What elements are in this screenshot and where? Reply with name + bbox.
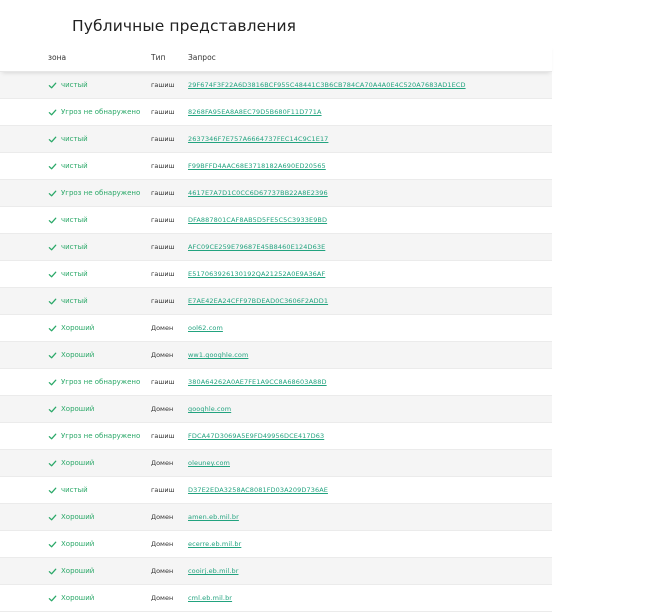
request-link[interactable]: ecerre.eb.mil.br — [188, 540, 242, 548]
zone-cell — [0, 162, 151, 171]
request-link[interactable]: 380A64262A0AE7FE1A9CC8A68603A88D — [188, 378, 327, 386]
zone-label: чистый — [61, 243, 88, 251]
request-cell — [188, 351, 552, 359]
request-cell — [188, 216, 552, 224]
table-row — [0, 315, 552, 342]
zone-label: чистый — [61, 81, 88, 89]
request-link[interactable]: cooirj.eb.mil.br — [188, 567, 239, 575]
table-row — [0, 180, 552, 207]
request-cell — [188, 432, 552, 440]
type-cell: гашиш — [151, 189, 175, 197]
table-row — [0, 261, 552, 288]
type-cell: гашиш — [151, 108, 175, 116]
zone-cell — [0, 567, 151, 576]
check-icon — [48, 324, 57, 333]
check-icon — [48, 567, 57, 576]
request-link[interactable]: E7AE42EA24CFF97BDEAD0C3606F2ADD1 — [188, 297, 329, 305]
zone-cell — [0, 243, 151, 252]
type-cell: гашиш — [151, 243, 175, 251]
request-link[interactable]: 8268FA95EA8A8EC79D5B680F11D771A — [188, 108, 322, 116]
header-request[interactable]: Запрос — [188, 53, 216, 62]
check-icon — [48, 216, 57, 225]
table-row — [0, 342, 552, 369]
zone-label: Угроз не обнаружено — [61, 378, 141, 386]
request-link[interactable]: AFC09CE259E79687E45B8460E124D63E — [188, 243, 326, 251]
zone-cell — [0, 216, 151, 225]
request-cell — [188, 162, 552, 170]
type-cell: Домен — [151, 540, 174, 548]
table-row — [0, 531, 552, 558]
zone-label: чистый — [61, 486, 88, 494]
zone-cell — [0, 297, 151, 306]
request-cell — [188, 540, 552, 548]
type-cell: Домен — [151, 594, 174, 602]
zone-label: Угроз не обнаружено — [61, 108, 141, 116]
zone-cell — [0, 540, 151, 549]
request-link[interactable]: oleuney.com — [188, 459, 230, 467]
check-icon — [48, 243, 57, 252]
request-link[interactable]: E517063926130192QA21252A0E9A36AF — [188, 270, 326, 278]
zone-cell — [0, 270, 151, 279]
type-cell: Домен — [151, 324, 174, 332]
request-cell — [188, 243, 552, 251]
zone-cell — [0, 594, 151, 603]
table-header — [0, 44, 552, 72]
header-type[interactable]: Тип — [151, 53, 166, 62]
zone-label: Хороший — [61, 540, 95, 548]
table-row — [0, 126, 552, 153]
zone-cell — [0, 405, 151, 414]
request-link[interactable]: 29F674F3F22A6D3816BCF955C48441C3B6CB784CA70A4A0E4C520A7683AD1ECD — [188, 81, 466, 89]
table-row — [0, 99, 552, 126]
check-icon — [48, 108, 57, 117]
page-title: Публичные представления — [72, 17, 297, 35]
request-cell — [188, 567, 552, 575]
check-icon — [48, 486, 57, 495]
request-cell — [188, 405, 552, 413]
request-link[interactable]: FDCA47D3069A5E9FD49956DCE417D63 — [188, 432, 325, 440]
table-row — [0, 207, 552, 234]
check-icon — [48, 351, 57, 360]
zone-label: Хороший — [61, 405, 95, 413]
request-link[interactable]: 2637346F7E757A6664737FEC14C9C1E17 — [188, 135, 329, 143]
zone-cell — [0, 513, 151, 522]
type-cell: гашиш — [151, 486, 175, 494]
check-icon — [48, 459, 57, 468]
zone-label: чистый — [61, 270, 88, 278]
type-cell: гашиш — [151, 216, 175, 224]
type-cell: гашиш — [151, 81, 175, 89]
request-cell — [188, 270, 552, 278]
request-cell — [188, 81, 552, 89]
request-link[interactable]: amen.eb.mil.br — [188, 513, 239, 521]
table-row — [0, 504, 552, 531]
zone-label: Хороший — [61, 567, 95, 575]
request-link[interactable]: DFA887801CAF8AB5D5FE5C5C3933E9BD — [188, 216, 328, 224]
zone-cell — [0, 81, 151, 90]
request-link[interactable]: cml.eb.mil.br — [188, 594, 233, 602]
table-row — [0, 288, 552, 315]
zone-label: Угроз не обнаружено — [61, 189, 141, 197]
zone-label: чистый — [61, 135, 88, 143]
check-icon — [48, 297, 57, 306]
check-icon — [48, 135, 57, 144]
check-icon — [48, 540, 57, 549]
request-cell — [188, 135, 552, 143]
zone-cell — [0, 378, 151, 387]
zone-label: Хороший — [61, 324, 95, 332]
type-cell: гашиш — [151, 270, 175, 278]
zone-cell — [0, 459, 151, 468]
request-link[interactable]: D37E2EDA3258AC8081FD03A209D736AE — [188, 486, 328, 494]
zone-cell — [0, 432, 151, 441]
zone-cell — [0, 135, 151, 144]
table-row — [0, 153, 552, 180]
table-row — [0, 369, 552, 396]
check-icon — [48, 270, 57, 279]
type-cell: гашиш — [151, 432, 175, 440]
zone-label: чистый — [61, 297, 88, 305]
type-cell: гашиш — [151, 135, 175, 143]
check-icon — [48, 513, 57, 522]
check-icon — [48, 594, 57, 603]
zone-label: Хороший — [61, 459, 95, 467]
check-icon — [48, 405, 57, 414]
type-cell: гашиш — [151, 162, 175, 170]
table-row — [0, 72, 552, 99]
request-cell — [188, 324, 552, 332]
header-zone[interactable]: зона — [48, 53, 67, 62]
zone-label: Хороший — [61, 351, 95, 359]
type-cell: Домен — [151, 459, 174, 467]
check-icon — [48, 378, 57, 387]
type-cell: Домен — [151, 567, 174, 575]
zone-cell — [0, 486, 151, 495]
zone-label: Хороший — [61, 594, 95, 602]
request-link[interactable]: F99BFFD4AAC68E3718182A690ED20565 — [188, 162, 326, 170]
request-link[interactable]: ww1.googhle.com — [188, 351, 249, 359]
public-views-table — [0, 44, 552, 612]
request-cell — [188, 189, 552, 197]
check-icon — [48, 81, 57, 90]
zone-label: чистый — [61, 216, 88, 224]
request-cell — [188, 486, 552, 494]
table-row — [0, 450, 552, 477]
type-cell: Домен — [151, 405, 174, 413]
zone-cell — [0, 351, 151, 360]
request-cell — [188, 297, 552, 305]
request-cell — [188, 378, 552, 386]
request-cell — [188, 108, 552, 116]
zone-label: Хороший — [61, 513, 95, 521]
table-body — [0, 72, 552, 612]
zone-cell — [0, 324, 151, 333]
zone-cell — [0, 189, 151, 198]
zone-label: чистый — [61, 162, 88, 170]
type-cell: Домен — [151, 351, 174, 359]
request-cell — [188, 459, 552, 467]
table-row — [0, 396, 552, 423]
check-icon — [48, 162, 57, 171]
type-cell: гашиш — [151, 378, 175, 386]
request-link[interactable]: googhle.com — [188, 405, 232, 413]
request-cell — [188, 594, 552, 602]
table-row — [0, 234, 552, 261]
check-icon — [48, 189, 57, 198]
table-row — [0, 423, 552, 450]
request-cell — [188, 513, 552, 521]
table-row — [0, 585, 552, 612]
type-cell: Домен — [151, 513, 174, 521]
check-icon — [48, 432, 57, 441]
table-row — [0, 477, 552, 504]
zone-label: Угроз не обнаружено — [61, 432, 141, 440]
type-cell: гашиш — [151, 297, 175, 305]
table-row — [0, 558, 552, 585]
zone-cell — [0, 108, 151, 117]
request-link[interactable]: 4617E7A7D1C0CC6D67737BB22A8E2396 — [188, 189, 328, 197]
request-link[interactable]: ool62.com — [188, 324, 223, 332]
